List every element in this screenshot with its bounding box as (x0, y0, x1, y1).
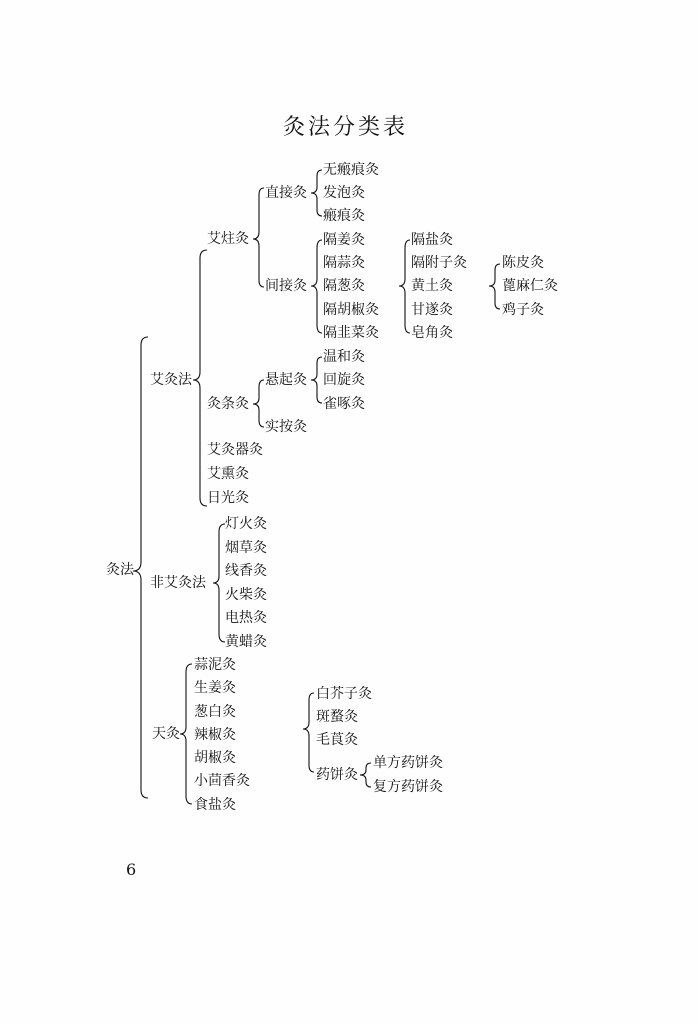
node-shian-jiu: 实按灸 (265, 419, 307, 435)
list-item: 辣椒灸 (194, 727, 236, 743)
list-item: 无瘢痕灸 (323, 162, 379, 178)
brace-tian2 (303, 693, 314, 772)
list-item: 斑蝥灸 (316, 709, 358, 725)
brace-jianjie3 (489, 264, 500, 309)
list-item: 黄蜡灸 (225, 634, 267, 650)
list-item: 甘遂灸 (411, 302, 453, 318)
page-title: 灸法分类表 (283, 115, 409, 140)
list-item: 隔蒜灸 (323, 255, 365, 271)
page-number: 6 (126, 860, 137, 879)
list-item: 隔胡椒灸 (323, 302, 379, 318)
list-item: 电热灸 (225, 610, 267, 626)
brace-zhijie (311, 170, 322, 216)
brace-yaobing (360, 763, 371, 787)
list-item: 隔韭菜灸 (323, 325, 379, 341)
list-item: 白芥子灸 (316, 686, 372, 702)
brace-tian (180, 664, 192, 804)
brace-jianjie2 (399, 240, 410, 333)
list-item: 蒜泥灸 (194, 657, 236, 673)
list-item: 瘢痕灸 (323, 208, 365, 224)
node-aitiao-jiu: 灸条灸 (207, 396, 249, 412)
list-item: 回旋灸 (323, 372, 365, 388)
list-item: 复方药饼灸 (373, 779, 443, 795)
list-item: 日光灸 (207, 490, 249, 506)
list-item: 鸡子灸 (502, 302, 544, 318)
list-item: 食盐灸 (194, 797, 236, 813)
node-tian-jiu: 天灸 (152, 726, 180, 742)
node-aijiu-fa: 艾灸法 (150, 372, 192, 388)
list-item: 毛莨灸 (316, 732, 358, 748)
brace-aitiao (253, 380, 264, 427)
list-item: 隔附子灸 (411, 255, 467, 271)
list-item: 艾熏灸 (207, 466, 249, 482)
brace-jianjie (311, 240, 322, 333)
node-aizhu-jiu: 艾炷灸 (207, 231, 249, 247)
list-item: 皂角灸 (411, 325, 453, 341)
list-item: 火柴灸 (225, 587, 267, 603)
node-zhijie-jiu: 直接灸 (265, 185, 307, 201)
list-item: 蓖麻仁灸 (502, 278, 558, 294)
list-item: 隔葱灸 (323, 278, 365, 294)
brace-feiai (213, 524, 225, 642)
node-jianjie-jiu: 间接灸 (265, 278, 307, 294)
node-feiai-fa: 非艾灸法 (150, 575, 206, 591)
node-root: 灸法 (106, 562, 134, 578)
list-item: 隔姜灸 (323, 232, 365, 248)
brace-aizhu (253, 188, 264, 287)
list-item: 线香灸 (225, 563, 267, 579)
node-yaobing-jiu: 药饼灸 (316, 767, 358, 783)
list-item: 温和灸 (323, 349, 365, 365)
list-item: 隔盐灸 (411, 232, 453, 248)
node-xuanqi-jiu: 悬起灸 (265, 372, 307, 388)
list-item: 陈皮灸 (502, 255, 544, 271)
list-item: 雀啄灸 (323, 396, 365, 412)
list-item: 小茴香灸 (194, 773, 250, 789)
brace-xuanqi (311, 357, 322, 403)
list-item: 黄土灸 (411, 278, 453, 294)
list-item: 艾灸器灸 (207, 442, 263, 458)
brace-root (133, 337, 148, 798)
list-item: 胡椒灸 (194, 750, 236, 766)
list-item: 单方药饼灸 (373, 755, 443, 771)
list-item: 生姜灸 (194, 680, 236, 696)
brace-aijiu (193, 250, 207, 506)
list-item: 烟草灸 (225, 540, 267, 556)
list-item: 发泡灸 (323, 185, 365, 201)
list-item: 葱白灸 (194, 704, 236, 720)
list-item: 灯火灸 (225, 516, 267, 532)
